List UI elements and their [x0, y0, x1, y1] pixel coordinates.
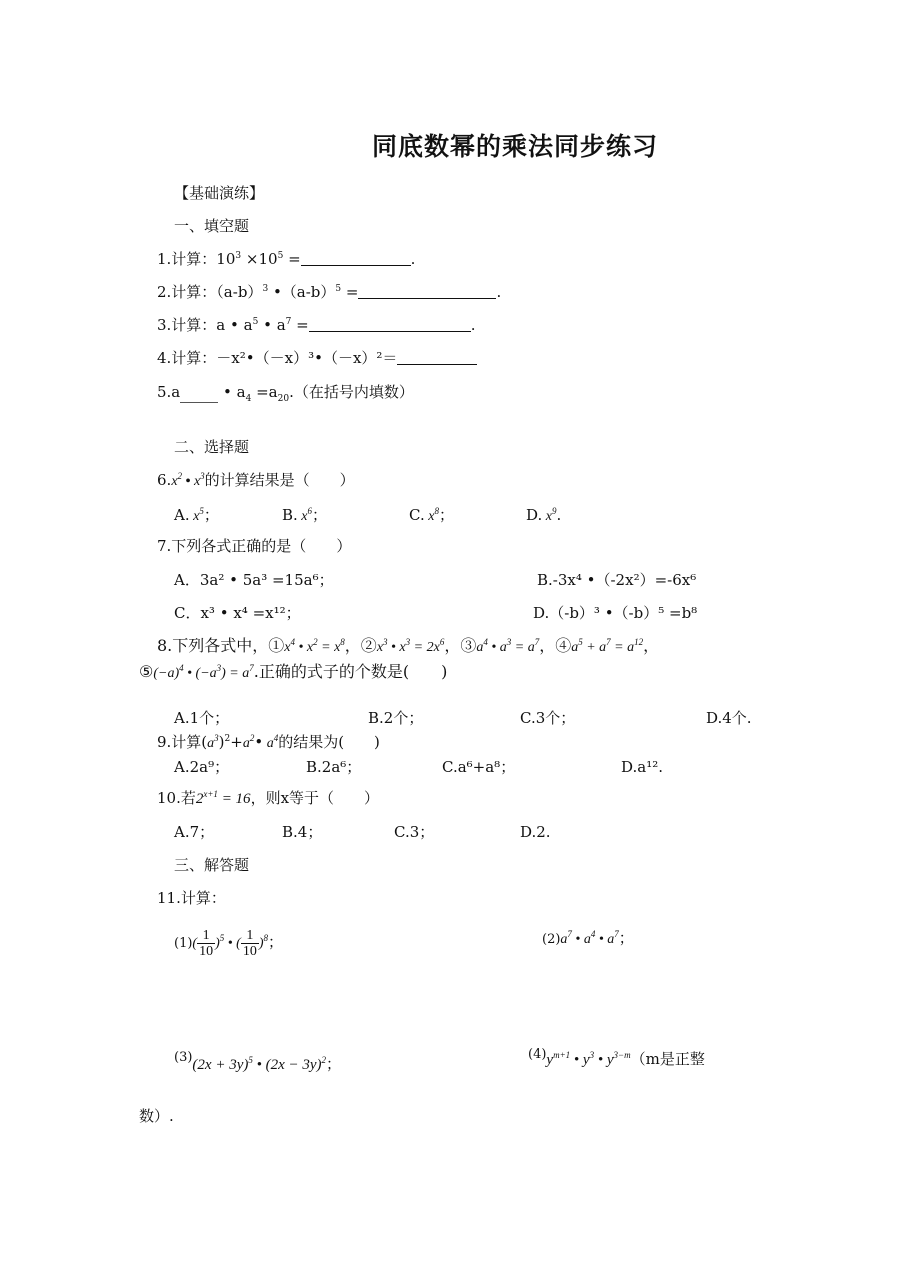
q6-option-a[interactable]: A. $x^5$； [174, 506, 219, 524]
question-1: 1.计算：$10^3 \times 10^5$ = . [157, 250, 416, 268]
question-3: 3.计算：a • $a^5$ • $a^7$ = . [157, 316, 476, 334]
part-choice: 二、选择题 [174, 438, 250, 456]
page-title: 同底数幂的乘法同步练习 [372, 132, 659, 161]
question-7: 7.下列各式正确的是（ ） [157, 537, 352, 555]
q9-option-b[interactable]: B.2a⁶； [306, 758, 362, 776]
answer-blank[interactable] [301, 251, 411, 266]
answer-blank[interactable] [309, 317, 471, 332]
q10-option-a[interactable]: A.7； [174, 823, 215, 841]
q9-option-d[interactable]: D.a¹². [621, 758, 663, 776]
q10-option-d[interactable]: D.2. [520, 823, 551, 841]
q7-option-b[interactable]: B.-3x⁴ •（-2x²）=-6x⁶ [537, 571, 697, 589]
answer-paren[interactable] [180, 390, 218, 403]
q10-option-b[interactable]: B.4； [282, 823, 323, 841]
q9-option-c[interactable]: C.a⁶+a⁸； [442, 758, 516, 776]
question-8-line2: $⑤(-a)^4$ • $(-a^3) = a^7$.正确的式子的个数是( ) [139, 662, 448, 681]
q6-option-c[interactable]: C. $x^8$； [409, 506, 454, 524]
q8-option-b[interactable]: B.2个； [368, 709, 424, 727]
q6-option-d[interactable]: D. $x^9$. [526, 506, 562, 524]
q11-part-2: $(2)a^7$ • $a^4$ • $a^7$； [542, 929, 634, 947]
q8-option-a[interactable]: A.1个； [174, 709, 230, 727]
question-8: 8.下列各式中，$①x^4$ • $x^2 = x^8$，$②x^3$ • $x^3 = 2x^6$，$③a^4$ • $a^3 = a^7$，$④a^5 + a^7 = a^{12}$， [157, 636, 660, 655]
answer-blank[interactable] [358, 284, 496, 299]
question-2: 2.计算：$(a-b)^3$ $•(a-b)^5$ = . [157, 283, 502, 301]
q7-option-d[interactable]: D.（-b）³ •（-b）⁵ =b⁸ [533, 604, 698, 622]
q9-option-a[interactable]: A.2a⁹； [174, 758, 230, 776]
section-basic: 【基础演练】 [174, 184, 265, 202]
q8-option-d[interactable]: D.4个. [706, 709, 752, 727]
question-4: 4.计算：－x²•（－x）³•（－x）²＝ [157, 348, 477, 368]
question-9: 9.计算$(a^3)^2+a^2•$ $a^4$的结果为( ) [157, 733, 380, 751]
q11-part-4: $(4)y^{m+1}$ • $y^3$ • $y^{3-m}(m$是正整 [528, 1047, 705, 1068]
q6-option-b[interactable]: B. $x^6$； [282, 506, 328, 524]
question-11: 11.计算： [157, 889, 226, 907]
question-10: 10.若$2^{x+1} = 16$，则x等于（ ） [157, 789, 380, 807]
q8-option-c[interactable]: C.3个； [520, 709, 576, 727]
part-answer: 三、解答题 [174, 856, 250, 874]
question-5: 5.a • $a_4 =a_{20}$.（在括号内填数） [157, 383, 414, 404]
q11-part-4-cont: 数）. [139, 1107, 174, 1125]
q11-part-3: $(3)(2x + 3y)^5$ • $(2x - 3y)^2$； [174, 1050, 342, 1073]
q11-part-1: (1)( $\frac{1}{10}$ )$^5$ • ( $\frac{1}{10}$ )$^8$； [174, 927, 284, 959]
part-fill-blank: 一、填空题 [174, 217, 250, 235]
q7-option-c[interactable]: C．x³ • x⁴ =x¹²； [174, 604, 301, 622]
q10-option-c[interactable]: C.3； [394, 823, 435, 841]
question-6: $6.x^2$ • $x^3$的计算结果是（ ） [157, 471, 355, 489]
answer-blank[interactable] [397, 350, 477, 365]
q7-option-a[interactable]: A．3a² • 5a³ =15a⁶； [174, 571, 334, 589]
